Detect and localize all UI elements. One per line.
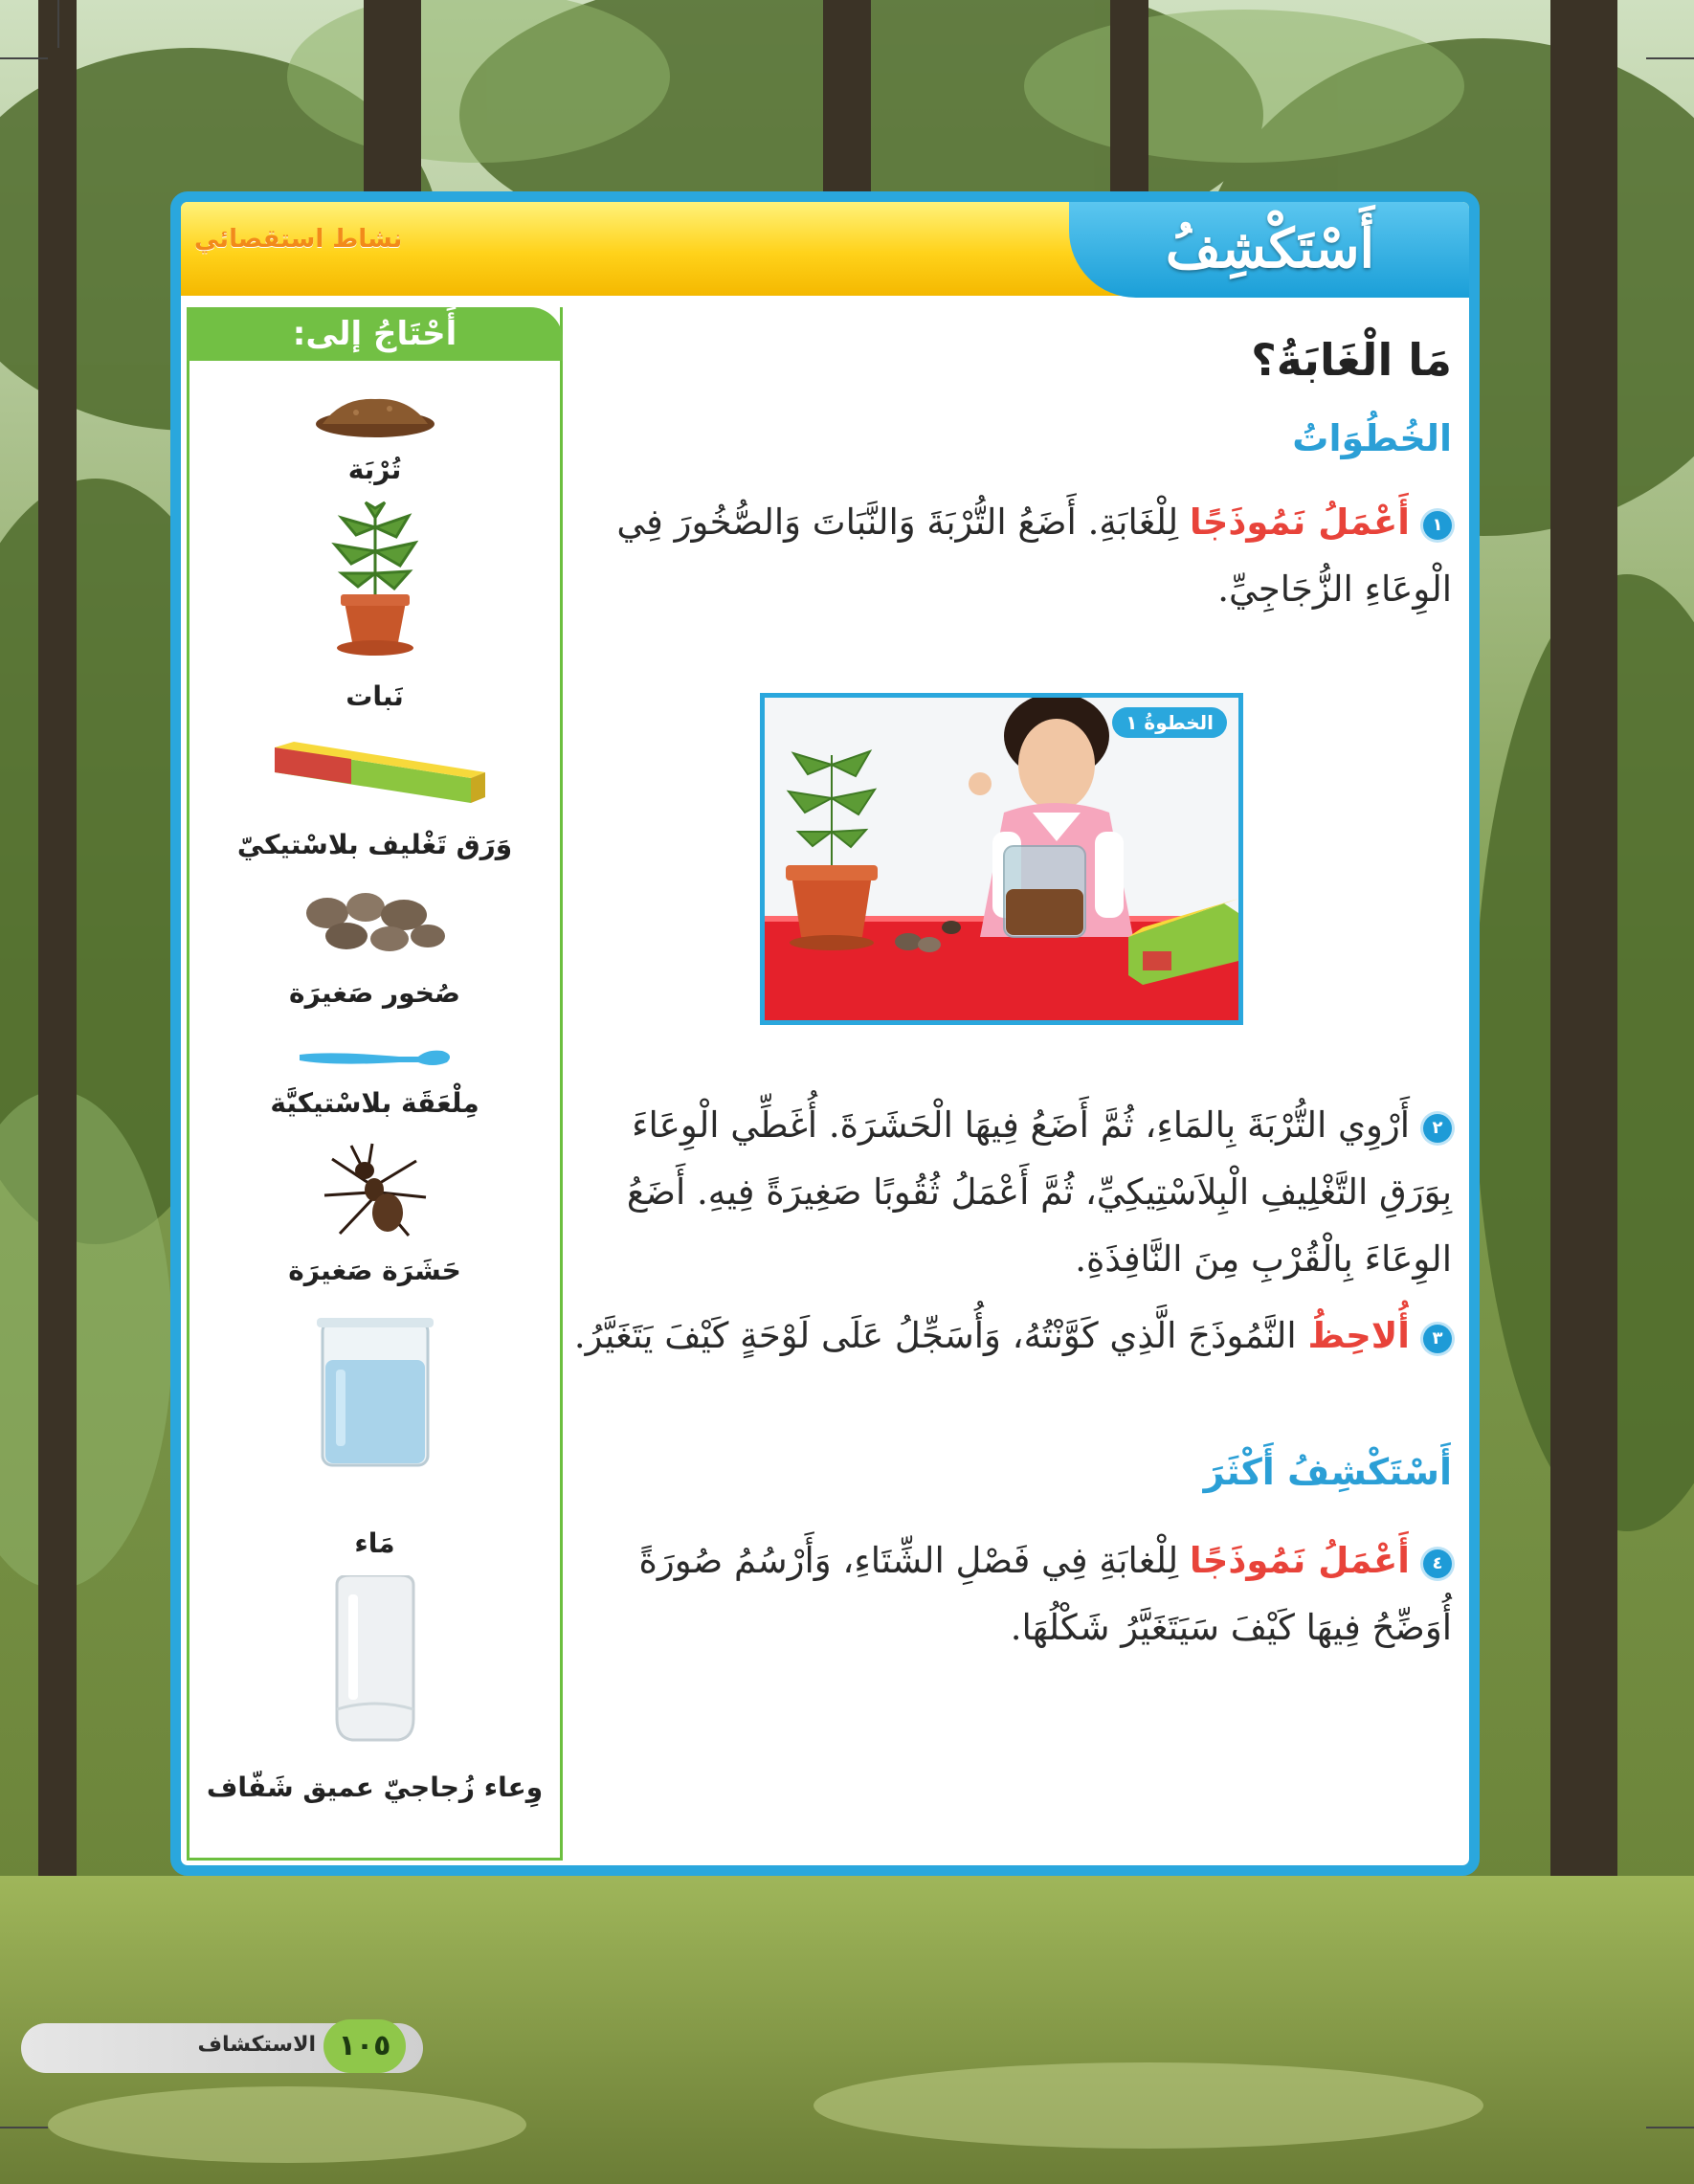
crop-mark: [57, 0, 59, 48]
material-label: حَشَرَة صَغيرَة: [288, 1255, 461, 1286]
step-keyword: أَعْمَلُ نَمُوذَجًا: [1189, 1540, 1410, 1581]
material-label: تُرْبَة: [347, 454, 402, 485]
spoon-icon: [189, 1039, 560, 1078]
step-number: ٤: [1423, 1549, 1452, 1578]
photo-step-label: الخطوةُ ١: [1112, 707, 1227, 738]
crop-mark: [1646, 2127, 1694, 2128]
header-tab: [1069, 200, 1471, 298]
step-number: ٣: [1423, 1325, 1452, 1353]
crop-mark: [0, 57, 48, 59]
step-2: [557, 1092, 1452, 1293]
step-keyword: أُلاحِظُ: [1307, 1315, 1410, 1356]
water-beaker-icon: [189, 1312, 560, 1475]
step-number: ١: [1423, 511, 1452, 540]
material-label: صُخور صَغيرَة: [289, 977, 460, 1009]
materials-header: [187, 307, 563, 361]
potted-plant-icon: [189, 499, 560, 661]
soil-icon: [189, 391, 560, 439]
step-text: أَرْوِي التُّرْبَةَ بِالمَاءِ، ثُمَّ أَضَعُ فِيهَا الْحَشَرَةَ. أُغَطِّي الْوِعَاءَ بِوَرَقِ التَّغْلِيفِ الْبِلاَسْتِيكِيِّ، ثُمَّ أَعْمَلُ ثُقُوبًا صَغِيرَةً فِيهِ. أَضَعُ الوِعَاءَ بِالْقُرْبِ مِنَ النَّافِذَةِ.: [626, 1104, 1452, 1280]
crop-mark: [0, 2127, 48, 2128]
step-number: ٢: [1423, 1114, 1452, 1143]
clear-bottle-icon: [189, 1575, 560, 1748]
material-label: وِعاء زُجاجيّ عميق شَفّاف: [206, 1772, 544, 1803]
step-3: [557, 1303, 1452, 1370]
material-label: نَبات: [345, 680, 404, 712]
ant-icon: [189, 1140, 560, 1245]
step-photo: [760, 693, 1243, 1025]
materials-title: أَحْتَاجُ إلى:: [292, 315, 457, 353]
activity-tag: نشاط استقصائي: [194, 225, 403, 254]
step-keyword: أَعْمَلُ نَمُوذَجًا: [1189, 501, 1410, 543]
explore-more-heading: أَسْتَكْشِفُ أَكْثَرَ: [1203, 1451, 1452, 1493]
material-label: وَرَق تَغْليف بلاسْتيكيّ: [236, 829, 513, 860]
step-text: النَّمُوذَجَ الَّذِي كَوَّنْتُهُ، وَأُسَجِّلُ عَلَى لَوْحَةٍ كَيْفَ يَتَغَيَّرُ.: [573, 1315, 1308, 1356]
plastic-wrap-icon: [189, 728, 560, 805]
materials-sidebar: [187, 307, 563, 1861]
page-number: ١٠٥: [323, 2019, 406, 2073]
material-label: مِلْعَقَة بلاسْتيكيَّة: [270, 1087, 479, 1119]
step-1: [557, 489, 1452, 623]
footer-section-label: الاستكشاف: [197, 2033, 316, 2057]
steps-heading: الخُطُوَاتُ: [1292, 417, 1452, 459]
step-text: لِلْغابَةِ فِي فَصْلِ الشِّتَاءِ، وَأَرْسُمُ صُورَةً أُوَضِّحُ فِيهَا كَيْفَ سَيَتَغَيَّرُ شَكْلُهَا.: [638, 1540, 1452, 1648]
question-title: مَا الْغَابَةُ؟: [1251, 334, 1452, 386]
step-text: لِلْغَابَةِ. أَضَعُ التُّرْبَةَ وَالنَّبَاتَ وَالصُّخُورَ فِي الْوِعَاءِ الزُّجَاجِيِّ.: [616, 501, 1452, 610]
girl-with-terrarium-illustration: [765, 698, 1238, 1020]
step-4: [557, 1527, 1452, 1661]
rocks-icon: [189, 886, 560, 953]
page-title: أَسْتَكْشِفُ: [1165, 217, 1375, 280]
material-label: مَاء: [354, 1527, 395, 1559]
explore-panel: [170, 191, 1480, 1876]
crop-mark: [1646, 57, 1694, 59]
